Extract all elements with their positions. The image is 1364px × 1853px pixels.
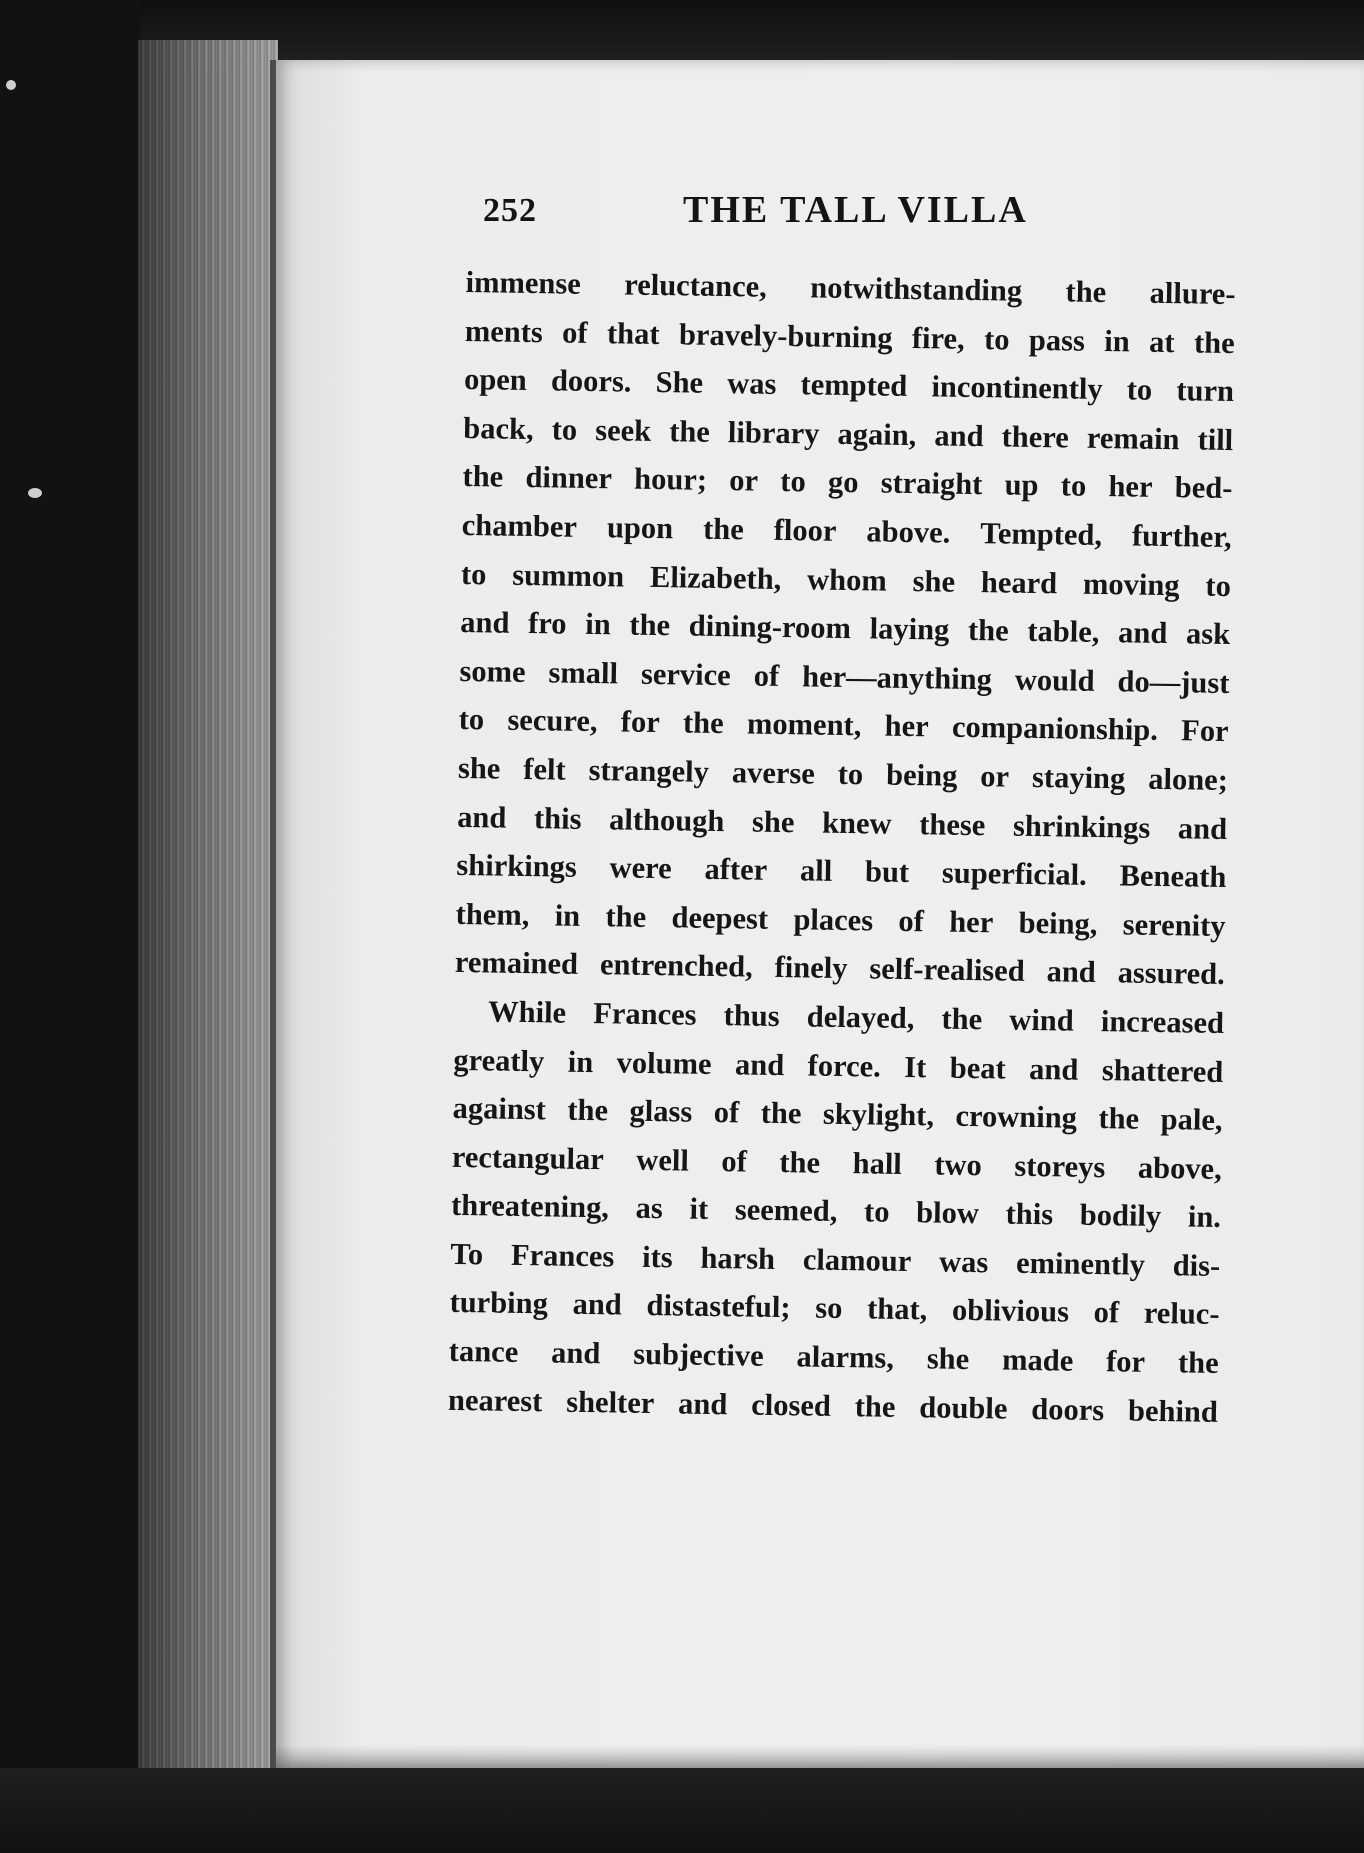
text-line: ments of that bravely-burning fire, to pass in at the — [464, 313, 1235, 360]
text-line: To Frances its harsh clamour was eminently dis- — [450, 1236, 1221, 1283]
text-line: greatly in volume and force. It beat and shattered — [453, 1042, 1224, 1089]
text-line: nearest shelter and closed the double doors behind — [447, 1382, 1219, 1429]
text-line: turbing and distasteful; so that, oblivious of reluc- — [449, 1285, 1220, 1332]
book-title: THE TALL VILLA — [683, 189, 1028, 231]
text-line: against the glass of the skylight, crowning the pale, — [452, 1090, 1223, 1138]
bottom-dark-border — [0, 1768, 1364, 1853]
text-line: tance and subjective alarms, she made for the — [448, 1333, 1219, 1381]
text-line: and fro in the dining-room laying the table, and ask — [460, 605, 1231, 652]
text-line: to secure, for the moment, her companionship. For — [458, 702, 1229, 749]
dust-speck — [28, 488, 42, 498]
page-number: 252 — [483, 192, 537, 229]
running-head — [483, 188, 1043, 238]
paragraph — [455, 258, 1236, 999]
body-text — [448, 258, 1236, 1436]
paragraph — [448, 987, 1225, 1436]
left-dark-border — [0, 0, 140, 1853]
text-line: and this although she knew these shrinkings and — [456, 799, 1228, 846]
text-line: to summon Elizabeth, whom she heard moving to — [460, 556, 1232, 603]
dust-speck — [6, 80, 16, 90]
text-line: the dinner hour; or to go straight up to her bed- — [462, 459, 1233, 506]
text-line: While Frances thus delayed, the wind increased — [487, 994, 1225, 1040]
text-line: open doors. She was tempted incontinently to turn — [463, 362, 1235, 409]
text-line: she felt strangely averse to being or staying alone; — [457, 750, 1229, 797]
text-line: back, to seek the library again, and there remain till — [463, 410, 1234, 457]
text-line: rectangular well of the hall two storeys above, — [451, 1139, 1223, 1186]
text-line: remained entrenched, finely self-realised and assured. — [454, 945, 1226, 992]
text-line: shirkings were after all but superficial. Beneath — [456, 848, 1227, 895]
text-line: chamber upon the floor above. Tempted, further, — [461, 507, 1232, 555]
text-line: some small service of her—anything would do—just — [459, 653, 1230, 700]
text-line: them, in the deepest places of her being, serenity — [455, 896, 1226, 943]
text-line: immense reluctance, notwithstanding the allure- — [465, 264, 1236, 312]
text-line: threatening, as it seemed, to blow this bodily in. — [450, 1188, 1222, 1235]
book-page-edges — [138, 40, 278, 1770]
